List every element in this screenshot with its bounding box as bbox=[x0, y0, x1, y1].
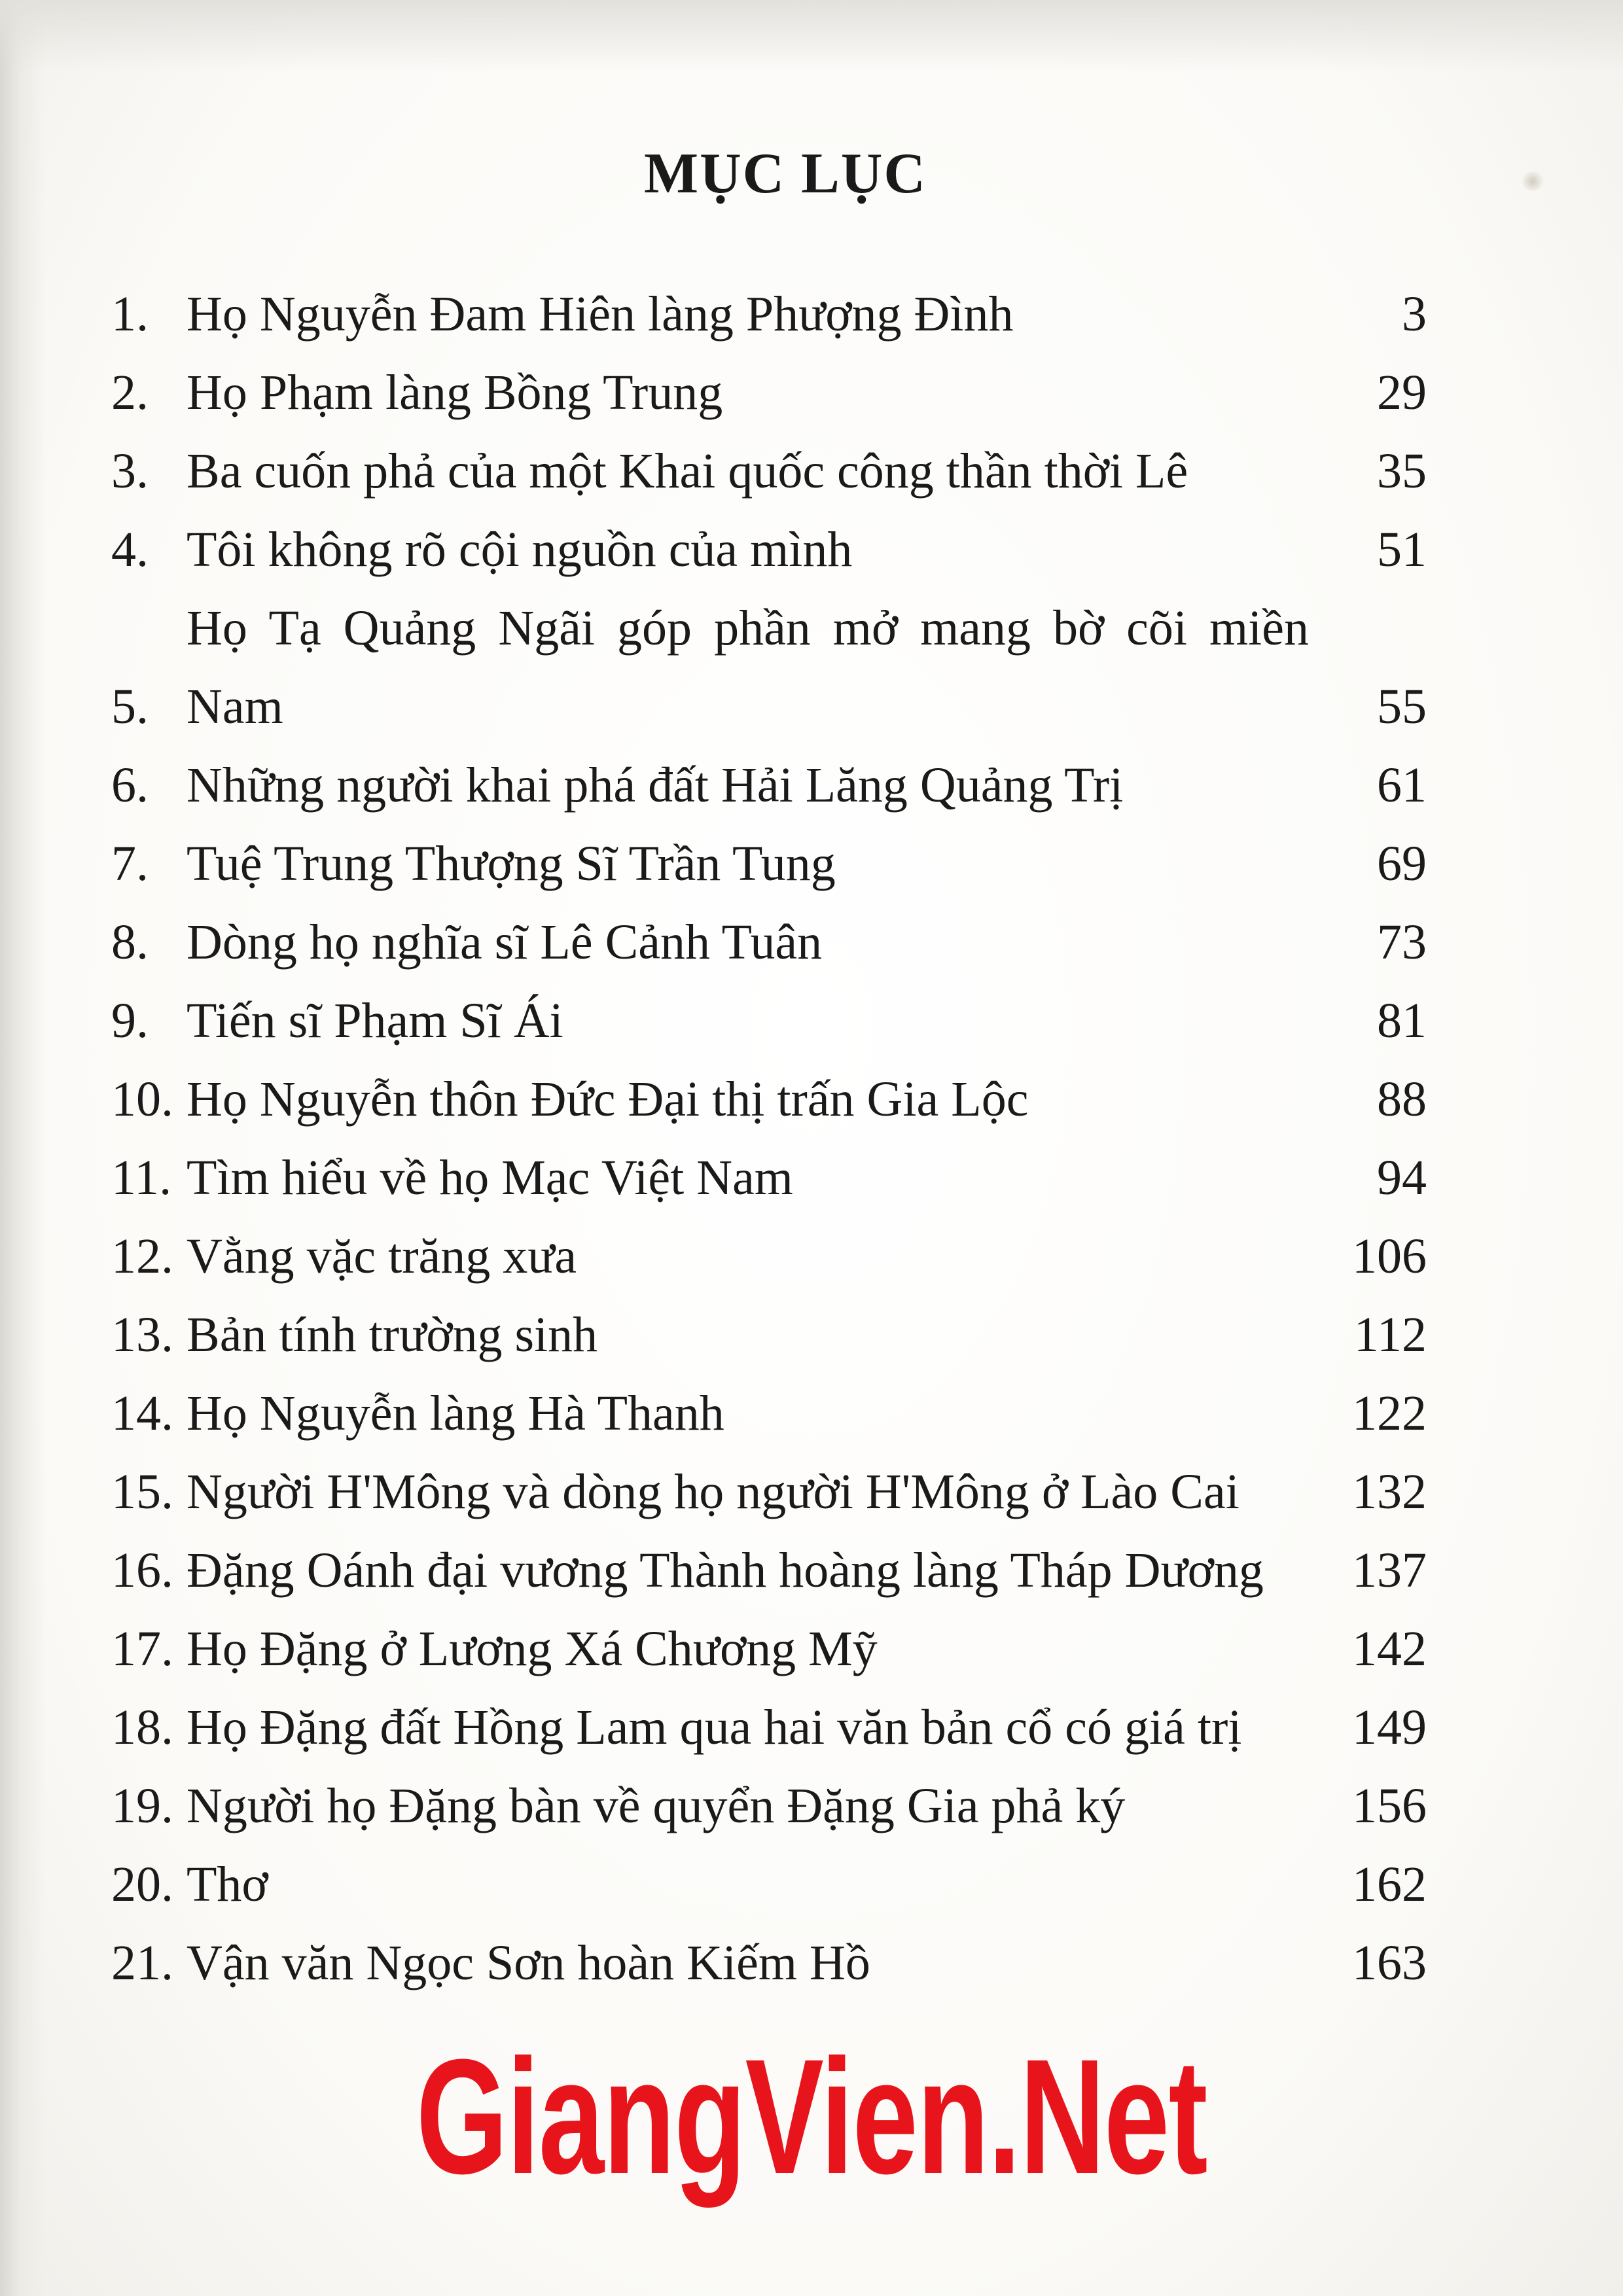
entry-number: 9. bbox=[111, 993, 149, 1048]
entry-page: 35 bbox=[1377, 444, 1427, 499]
entry-title: Tôi không rõ cội nguồn của mình bbox=[187, 522, 853, 577]
entry-title: Tiến sĩ Phạm Sĩ Ái bbox=[187, 993, 563, 1048]
toc-entry-8 bbox=[111, 903, 1427, 981]
entry-page: 122 bbox=[1352, 1386, 1427, 1441]
entry-page: 3 bbox=[1402, 287, 1427, 342]
entry-title: Bản tính trường sinh bbox=[187, 1307, 598, 1362]
toc-entry-6 bbox=[111, 746, 1427, 824]
toc-entry-17 bbox=[111, 1610, 1427, 1688]
toc-entry-10 bbox=[111, 1060, 1427, 1139]
entry-number: 12. bbox=[111, 1229, 173, 1284]
entry-number: 17. bbox=[111, 1621, 173, 1676]
entry-number: 6. bbox=[111, 758, 149, 813]
entry-page: 112 bbox=[1353, 1307, 1427, 1362]
entry-number: 8. bbox=[111, 915, 149, 970]
toc-entry-1 bbox=[111, 275, 1427, 353]
toc-entry-4 bbox=[111, 510, 1427, 589]
entry-page: 29 bbox=[1377, 365, 1427, 420]
entry-number: 18. bbox=[111, 1700, 173, 1755]
toc-entry-5 bbox=[111, 589, 1427, 746]
entry-page: 94 bbox=[1377, 1150, 1427, 1205]
entry-number: 2. bbox=[111, 365, 149, 420]
toc-entry-15 bbox=[111, 1453, 1427, 1531]
entry-title: Họ Nguyễn thôn Đức Đại thị trấn Gia Lộc bbox=[187, 1072, 1029, 1127]
entry-page: 137 bbox=[1352, 1543, 1427, 1598]
entry-number: 7. bbox=[111, 836, 149, 891]
entry-number: 14. bbox=[111, 1386, 173, 1441]
entry-page: 132 bbox=[1352, 1464, 1427, 1519]
entry-number: 10. bbox=[111, 1072, 173, 1127]
toc-entry-16 bbox=[111, 1531, 1427, 1610]
entry-title: Đặng Oánh đại vương Thành hoàng làng Tháp Dương bbox=[187, 1543, 1264, 1598]
entry-title: Họ Tạ Quảng Ngãi góp phần mở mang bờ cõi miền Nam bbox=[187, 601, 1309, 734]
entry-page: 163 bbox=[1352, 1935, 1427, 1990]
entry-number: 3. bbox=[111, 444, 149, 499]
entry-title: Thơ bbox=[187, 1857, 268, 1912]
entry-page: 73 bbox=[1377, 915, 1427, 970]
entry-title: Họ Đặng ở Lương Xá Chương Mỹ bbox=[187, 1621, 878, 1676]
toc-entry-21 bbox=[111, 1924, 1427, 2002]
toc-entry-12 bbox=[111, 1217, 1427, 1296]
entry-title: Những người khai phá đất Hải Lăng Quảng Trị bbox=[187, 758, 1124, 813]
entry-number: 13. bbox=[111, 1307, 173, 1362]
watermark-logo: GiangVien.Net bbox=[416, 2025, 1207, 2208]
toc-entry-11 bbox=[111, 1139, 1427, 1217]
entry-page: 69 bbox=[1377, 836, 1427, 891]
entry-number: 4. bbox=[111, 522, 149, 577]
entry-title: Họ Nguyễn làng Hà Thanh bbox=[187, 1386, 724, 1441]
entry-number: 15. bbox=[111, 1464, 173, 1519]
entry-number: 11. bbox=[111, 1150, 172, 1205]
entry-page: 88 bbox=[1377, 1072, 1427, 1127]
entry-title: Họ Đặng đất Hồng Lam qua hai văn bản cổ có giá trị bbox=[187, 1700, 1242, 1755]
toc-entry-13 bbox=[111, 1296, 1427, 1374]
toc-entry-2 bbox=[111, 353, 1427, 432]
table-of-contents bbox=[111, 275, 1427, 2002]
entry-title: Vằng vặc trăng xưa bbox=[187, 1229, 577, 1284]
entry-title: Tuệ Trung Thượng Sĩ Trần Tung bbox=[187, 836, 836, 891]
entry-page: 162 bbox=[1352, 1857, 1427, 1912]
entry-number: 16. bbox=[111, 1543, 173, 1598]
entry-number: 19. bbox=[111, 1778, 173, 1833]
entry-page: 55 bbox=[1377, 679, 1427, 734]
page-top-shadow bbox=[0, 0, 1623, 72]
entry-title: Họ Phạm làng Bồng Trung bbox=[187, 365, 723, 420]
toc-entry-9 bbox=[111, 981, 1427, 1060]
entry-title: Vận văn Ngọc Sơn hoàn Kiếm Hồ bbox=[187, 1935, 870, 1990]
entry-page: 51 bbox=[1377, 522, 1427, 577]
toc-entry-18 bbox=[111, 1688, 1427, 1767]
entry-title: Tìm hiểu về họ Mạc Việt Nam bbox=[187, 1150, 793, 1205]
entry-title: Người H'Mông và dòng họ người H'Mông ở Lào Cai bbox=[187, 1464, 1240, 1519]
toc-entry-20 bbox=[111, 1845, 1427, 1924]
entry-title: Dòng họ nghĩa sĩ Lê Cảnh Tuân bbox=[187, 915, 823, 970]
entry-page: 142 bbox=[1352, 1621, 1427, 1676]
entry-page: 61 bbox=[1377, 758, 1427, 813]
entry-title: Ba cuốn phả của một Khai quốc công thần thời Lê bbox=[187, 444, 1188, 499]
entry-number: 20. bbox=[111, 1857, 173, 1912]
toc-entry-7 bbox=[111, 824, 1427, 903]
entry-page: 149 bbox=[1352, 1700, 1427, 1755]
entry-page: 81 bbox=[1377, 993, 1427, 1048]
page-title: MỤC LỤC bbox=[644, 142, 927, 205]
entry-number: 21. bbox=[111, 1935, 173, 1990]
entry-page: 106 bbox=[1352, 1229, 1427, 1284]
entry-number: 5. bbox=[111, 679, 149, 734]
entry-number: 1. bbox=[111, 287, 149, 342]
toc-entry-3 bbox=[111, 432, 1427, 510]
entry-title: Họ Nguyễn Đam Hiên làng Phượng Đình bbox=[187, 287, 1014, 342]
toc-entry-19 bbox=[111, 1767, 1427, 1845]
toc-entry-14 bbox=[111, 1374, 1427, 1453]
entry-page: 156 bbox=[1352, 1778, 1427, 1833]
entry-title: Người họ Đặng bàn về quyển Đặng Gia phả ký bbox=[187, 1778, 1126, 1833]
page-edge-shadow bbox=[0, 0, 46, 2296]
